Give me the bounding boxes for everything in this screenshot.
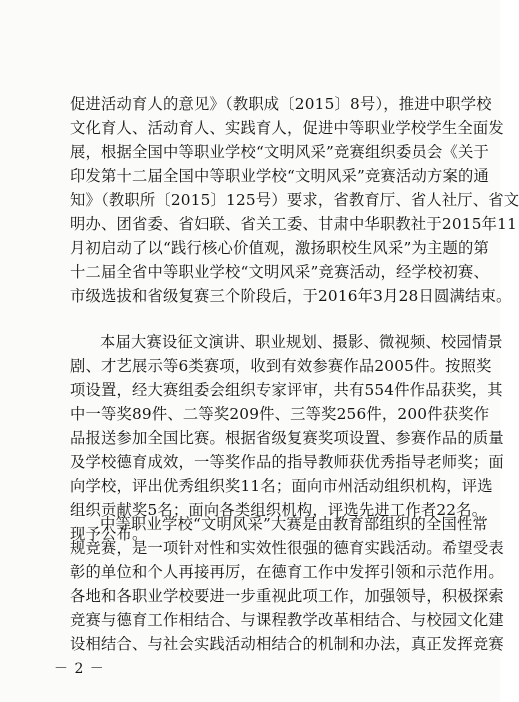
text-line: 促进活动育人的意见》（教职成〔2015〕8号），推进中职学校	[70, 95, 492, 113]
text-line: 现予公布。	[70, 525, 148, 543]
text-line: 组织贡献奖5名；面向各类组织机构，评选先进工作者22名。	[70, 501, 488, 519]
text-line: 品报送参加全国比赛。根据省级复赛奖项设置、参赛作品的质量	[70, 429, 504, 447]
text-line: 各地和各职业学校要进一步重视此项工作，加强领导，积极探索	[70, 587, 504, 605]
text-line: 剧、才艺展示等6类赛项，收到有效参赛作品2005件。按照奖	[70, 357, 492, 375]
text-line: 规竞赛，是一项针对性和实效性很强的德育实践活动。希望受表	[70, 539, 504, 557]
page-number: － 2 －	[54, 661, 105, 677]
text-line: 竞赛与德育工作相结合、与课程教学改革相结合、与校园文化建	[70, 611, 504, 629]
text-line: 月初启动了以“践行核心价值观，激扬职校生风采”为主题的第	[70, 239, 489, 257]
text-line: 明办、团省委、省妇联、省关工委、甘肃中华职教社于2015年11	[70, 215, 518, 233]
text-line: 印发第十二届全国中等职业学校“文明风采”竞赛活动方案的通	[70, 167, 489, 185]
text-line: 及学校德育成效，一等奖作品的指导教师获优秀指导老师奖；面	[70, 453, 504, 471]
text-line: 本届大赛设征文演讲、职业规划、摄影、微视频、校园情景	[100, 333, 503, 351]
text-line: 知》（教职所〔2015〕125号）要求，省教育厅、省人社厅、省文	[70, 191, 519, 209]
text-line: 中一等奖89件、二等奖209件、三等奖256件，200件获奖作	[70, 405, 490, 423]
text-line: 彰的单位和个人再接再厉，在德育工作中发挥引领和示范作用。	[70, 563, 504, 581]
text-line: 中等职业学校“文明风采”大赛是由教育部组织的全国性常	[100, 515, 488, 533]
text-line: 向学校，评出优秀组织奖11名；面向市州活动组织机构，评选	[70, 477, 493, 495]
text-line: 设相结合、与社会实践活动相结合的机制和办法，真正发挥竞赛	[70, 635, 504, 653]
text-line: 市级选拔和省级复赛三个阶段后，于2016年3月28日圆满结束。	[70, 287, 512, 305]
text-line: 项设置，经大赛组委会组织专家评审，共有554件作品获奖，其	[70, 381, 503, 399]
paragraph-3	[70, 512, 504, 656]
text-line: 文化育人、活动育人、实践育人，促进中等职业学校学生全面发	[70, 119, 504, 137]
text-line: 十二届全省中等职业学校“文明风采”竞赛活动，经学校初赛、	[70, 263, 489, 281]
paragraph-1	[70, 92, 519, 308]
text-line: 展，根据全国中等职业学校“文明风采”竞赛组织委员会《关于	[70, 143, 489, 161]
